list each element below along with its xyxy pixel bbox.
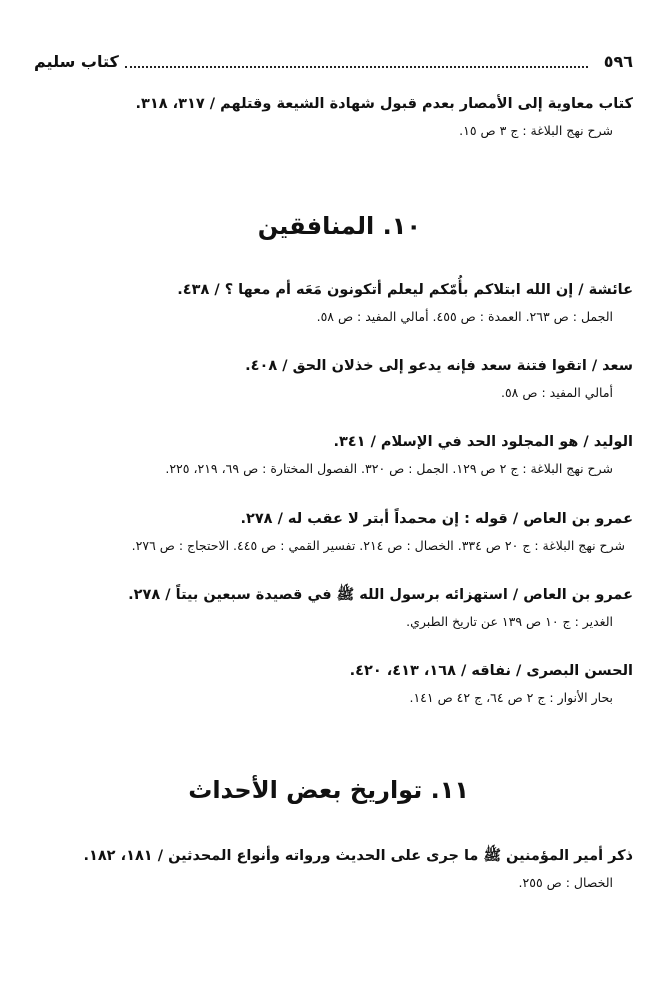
- index-entry: [20, 279, 633, 327]
- running-header: [34, 47, 633, 75]
- entry-reference: أمالي المفيد : ص ٥٨.: [500, 385, 613, 400]
- entry-text: عمرو بن العاص / استهزائه برسول الله ﷺ في قصيدة سبعين بيتاً / ٢٧٨.: [128, 587, 633, 603]
- entry-text: كتاب معاوية إلى الأمصار بعدم قبول شهادة الشيعة وقتلهم / ٣١٧، ٣١٨.: [135, 96, 633, 112]
- index-entry: [20, 508, 633, 556]
- entry-reference: شرح نهج البلاغة : ج ٣ ص ١٥.: [459, 123, 613, 138]
- entry-text: سعد / اتقوا فتنة سعد فإنه يدعو إلى خذلان الحق / ٤٠٨.: [245, 358, 633, 374]
- index-entry: [20, 845, 633, 893]
- entry-reference: بحار الأنوار : ج ٢ ص ٦٤، ج ٤٢ ص ١٤١.: [409, 690, 613, 705]
- header-dot-leader: [125, 54, 588, 68]
- entry-reference: الغدير : ج ١٠ ص ١٣٩ عن تاريخ الطبري.: [406, 614, 613, 629]
- index-entry: [20, 431, 633, 479]
- entry-reference: الجمل : ص ٢٦٣. العمدة : ص ٤٥٥. أمالي المفيد : ص ٥٨.: [316, 309, 613, 324]
- entry-reference: الخصال : ص ٢٥٥.: [518, 875, 613, 890]
- entry-text: الوليد / هو المجلود الحد في الإسلام / ٣٤١.: [333, 434, 633, 450]
- index-entry: [20, 355, 633, 403]
- section-heading-munafiqin: ١٠. المنافقين: [257, 212, 421, 240]
- entry-text: ذكر أمير المؤمنين ﷺ ما جرى على الحديث ورواته وأنواع المحدثين / ١٨١، ١٨٢.: [83, 848, 633, 864]
- index-entry: [20, 660, 633, 708]
- entry-reference: شرح نهج البلاغة : ج ٢٠ ص ٣٣٤. الخصال : ص ٢١٤. تفسير القمي : ص ٤٤٥. الاحتجاج : ص ٢٧٦.: [131, 538, 625, 553]
- index-entry: [20, 584, 633, 632]
- entry-reference: شرح نهج البلاغة : ج ٢ ص ١٢٩. الجمل : ص ٣٢٠. الفصول المختارة : ص ٦٩، ٢١٩، ٢٢٥.: [165, 461, 613, 476]
- index-entry: [20, 93, 633, 141]
- section-heading-events-dates: ١١. تواريخ بعض الأحداث: [188, 776, 469, 804]
- book-title: كتاب سليم: [34, 51, 119, 71]
- page-number: ٥٩٦: [603, 51, 633, 71]
- entry-text: الحسن البصرى / نفاقه / ١٦٨، ٤١٣، ٤٢٠.: [349, 663, 633, 679]
- entry-text: عائشة / إن الله ابتلاكم بأُمّكم ليعلم أتكونون مَعَه أم معها ؟ / ٤٣٨.: [177, 282, 633, 298]
- entry-text: عمرو بن العاص / قوله : إن محمداً أبتر لا عقب له / ٢٧٨.: [240, 511, 633, 527]
